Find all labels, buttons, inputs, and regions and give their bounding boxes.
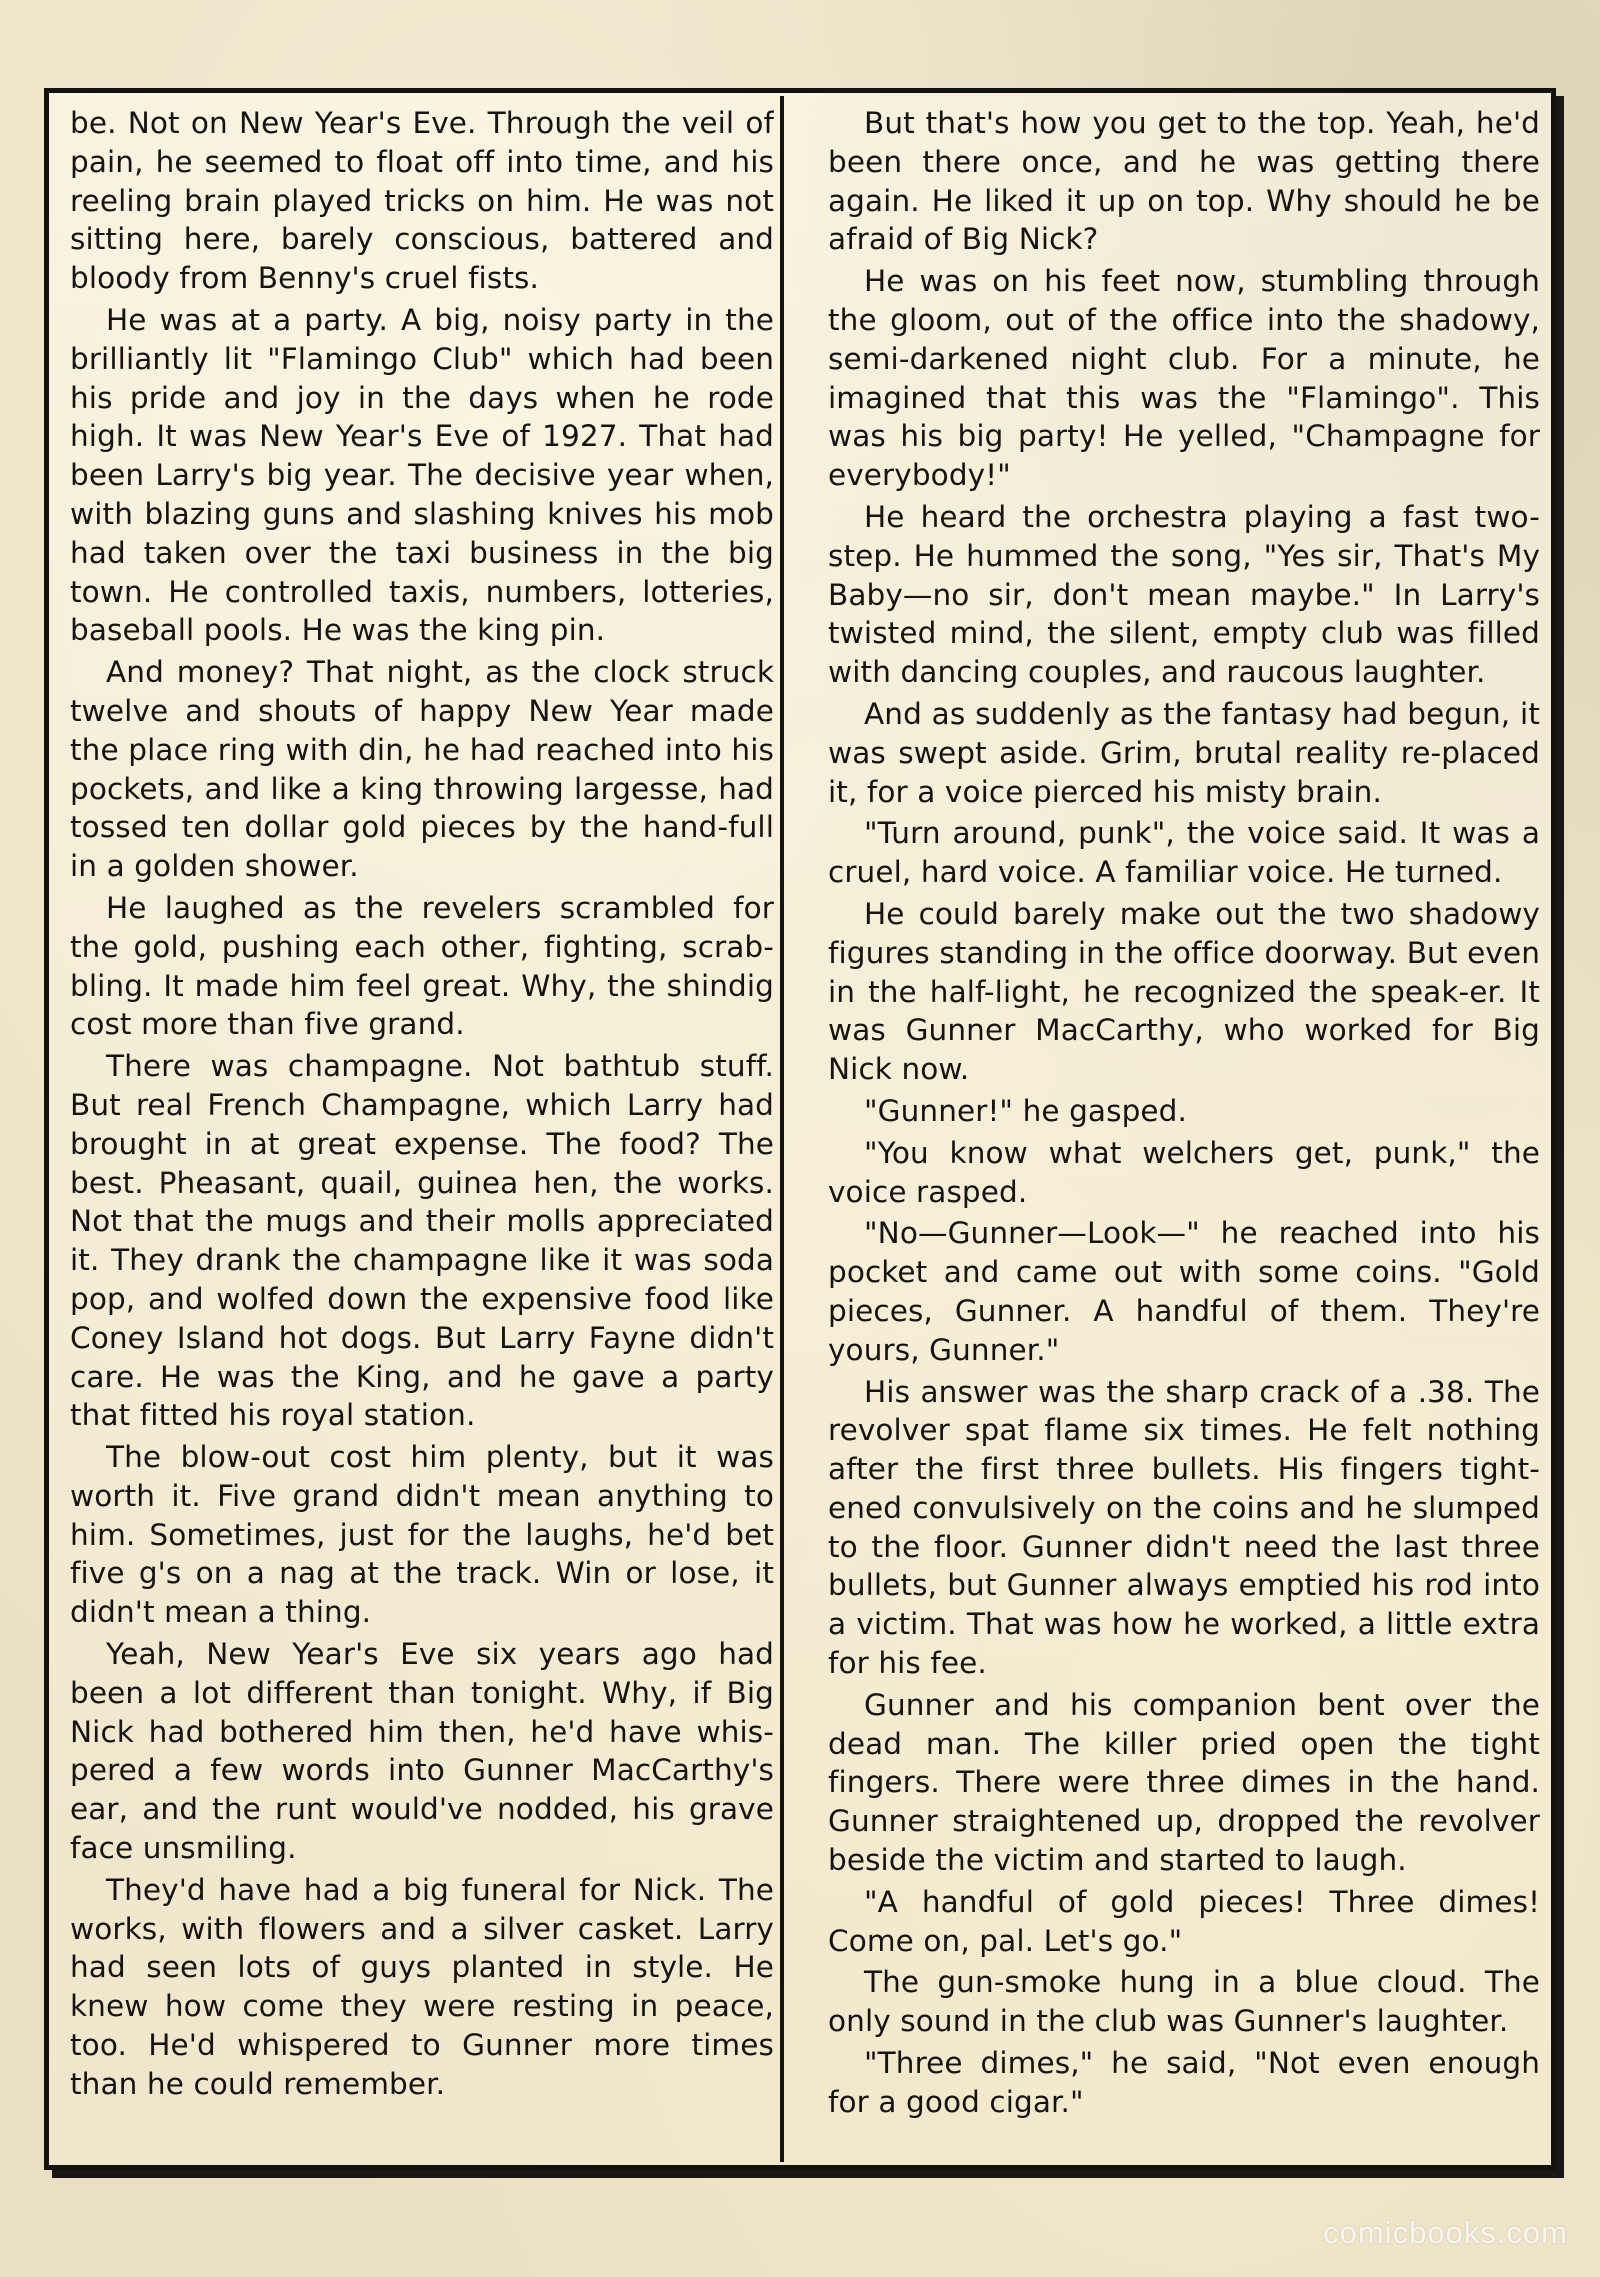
story-paragraph: "No—Gunner—Look—" he reached into his pocket and came out with some coins. "Gold pieces, Gunner. A handful of them. They're yours, Gunner." bbox=[828, 1216, 1540, 1367]
story-paragraph: The blow-out cost him plenty, but it was worth it. Five grand didn't mean anything to him. Sometimes, just for the laughs, he'd bet five g's on a nag at the track. Win or lose, it didn't mean a thing. bbox=[70, 1440, 774, 1630]
story-paragraph: And money? That night, as the clock struck twelve and shouts of happy New Year made the place ring with din, he had reached into his pockets, and like a king throwing largesse, had tossed ten dollar gold pieces by the hand-full in a golden shower. bbox=[70, 655, 774, 884]
story-paragraph: "Three dimes," he said, "Not even enough for a good cigar." bbox=[828, 2046, 1540, 2119]
site-watermark: comicbooks.com bbox=[1323, 2215, 1568, 2250]
story-paragraph: "Turn around, punk", the voice said. It was a cruel, hard voice. A familiar voice. He turned. bbox=[828, 816, 1540, 890]
story-paragraph: He was on his feet now, stumbling through the gloom, out of the office into the shadowy, semi-darkened night club. For a minute, he imagined that this was the "Flamingo". This was his big party! He yelled, "Champagne for everybody!" bbox=[828, 264, 1540, 493]
story-paragraph: But that's how you get to the top. Yeah, he'd been there once, and he was getting there again. He liked it up on top. Why should he be afraid of Big Nick? bbox=[828, 106, 1540, 257]
story-paragraph: He was at a party. A big, noisy party in the brilliantly lit "Flamingo Club" which had been his pride and joy in the days when he rode high. It was New Year's Eve of 1927. That had been Larry's big year. The decisive year when, with blazing guns and slashing knives his mob had taken over the taxi business in the big town. He controlled taxis, numbers, lotteries, baseball pools. He was the king pin. bbox=[70, 302, 774, 648]
story-column-right bbox=[828, 104, 1540, 2164]
column-divider bbox=[780, 96, 784, 2162]
story-paragraph: He laughed as the revelers scrambled for the gold, pushing each other, fighting, scrab-bling. It made him feel great. Why, the shindig cost more than five grand. bbox=[70, 890, 774, 1042]
story-paragraph: He could barely make out the two shadowy figures standing in the office doorway. But even in the half-light, he recognized the speak-er. It was Gunner MacCarthy, who worked for Big Nick now. bbox=[828, 896, 1540, 1087]
story-paragraph: He heard the orchestra playing a fast two-step. He hummed the song, "Yes sir, That's My Baby—no sir, don't mean maybe." In Larry's twisted mind, the silent, empty club was filled with dancing couples, and raucous laughter. bbox=[828, 499, 1540, 690]
story-column-left bbox=[70, 104, 774, 2164]
story-paragraph: And as suddenly as the fantasy had begun, it was swept aside. Grim, brutal reality re-placed it, for a voice pierced his misty brain. bbox=[828, 696, 1540, 809]
story-paragraph: His answer was the sharp crack of a .38. The revolver spat flame six times. He felt nothing after the first three bullets. His fingers tight-ened convulsively on the coins and he slumped to the floor. Gunner didn't need the last three bullets, but Gunner always emptied his rod into a victim. That was how he worked, a little extra for his fee. bbox=[828, 1374, 1540, 1681]
story-paragraph: "A handful of gold pieces! Three dimes! Come on, pal. Let's go." bbox=[828, 1884, 1540, 1958]
story-paragraph: Gunner and his companion bent over the dead man. The killer pried open the tight fingers. There were three dimes in the hand. Gunner straightened up, dropped the revolver beside the victim and started to laugh. bbox=[828, 1687, 1540, 1878]
story-paragraph: There was champagne. Not bathtub stuff. But real French Champagne, which Larry had brought in at great expense. The food? The best. Pheasant, quail, guinea hen, the works. Not that the mugs and their molls appreciated it. They drank the champagne like it was soda pop, and wolfed down the expensive food like Coney Island hot dogs. But Larry Fayne didn't care. He was the King, and he gave a party that fitted his royal station. bbox=[70, 1049, 774, 1433]
story-paragraph: Yeah, New Year's Eve six years ago had been a lot different than tonight. Why, if Big Nick had bothered him then, he'd have whis-pered a few words into Gunner MacCarthy's ear, and the runt would've nodded, his grave face unsmiling. bbox=[70, 1637, 774, 1866]
story-paragraph: be. Not on New Year's Eve. Through the veil of pain, he seemed to float off into time, and his reeling brain played tricks on him. He was not sitting here, barely conscious, battered and bloody from Benny's cruel fists. bbox=[70, 106, 774, 296]
story-paragraph: They'd have had a big funeral for Nick. The works, with flowers and a silver casket. Larry had seen lots of guys planted in style. He knew how come they were resting in peace, too. He'd whispered to Gunner more times than he could remember. bbox=[70, 1872, 774, 2101]
story-paragraph: "Gunner!" he gasped. bbox=[864, 1093, 1187, 1128]
story-paragraph: "You know what welchers get, punk," the voice rasped. bbox=[828, 1135, 1540, 1209]
story-paragraph: The gun-smoke hung in a blue cloud. The only sound in the club was Gunner's laughter. bbox=[828, 1965, 1540, 2039]
